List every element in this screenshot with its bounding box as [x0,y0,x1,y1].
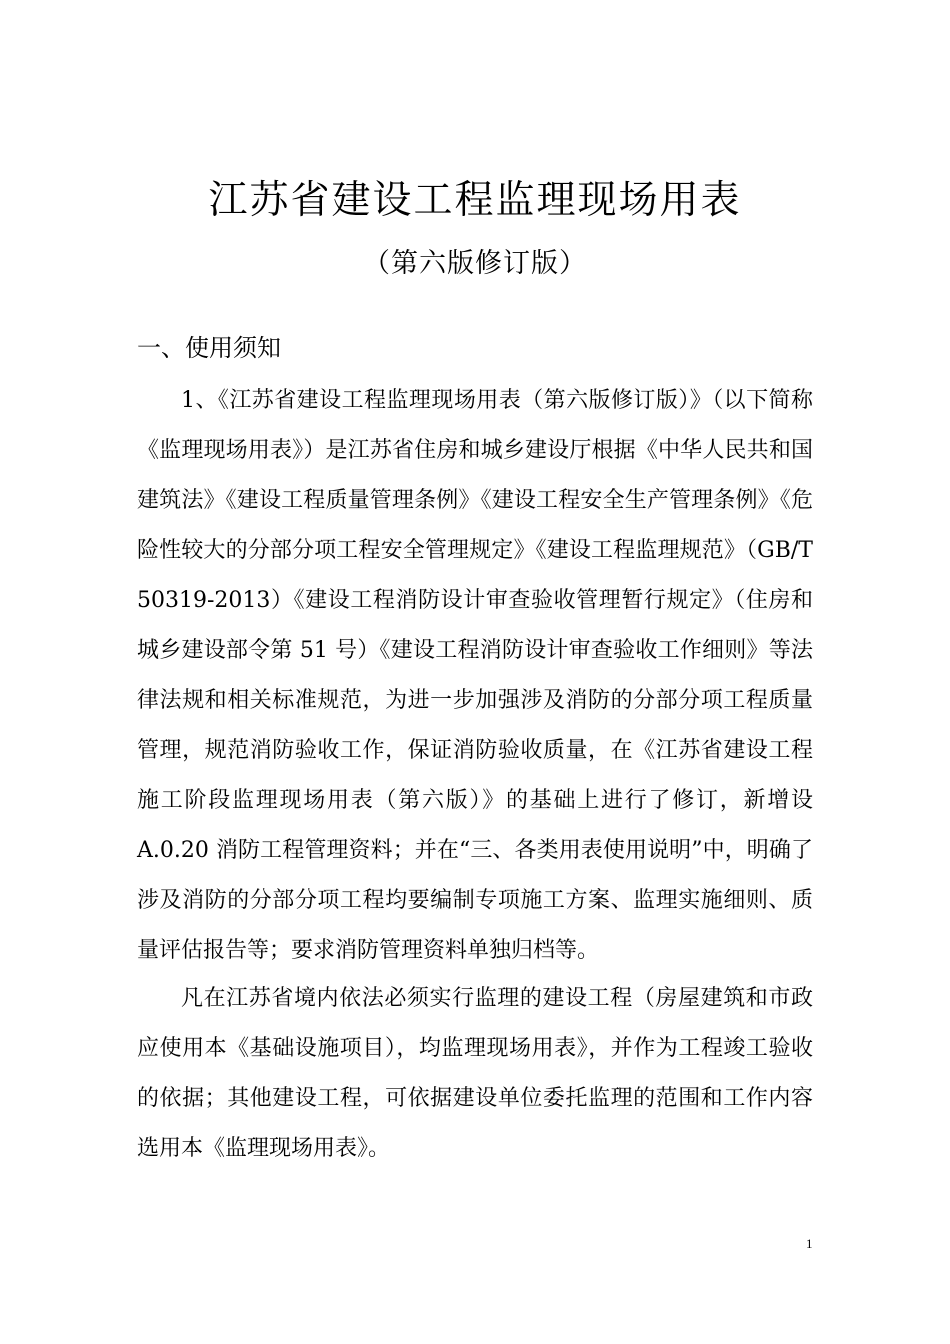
page-number: 1 [806,1236,813,1251]
section-heading: 一、使用须知 [137,334,281,362]
document-subtitle: （第六版修订版） [363,248,587,279]
paragraph-2: 凡在江苏省境内依法必须实行监理的建设工程（房屋建筑和市政应使用本《基础设施项目），均监理现场用表》，并作为工程竣工验收的依据；其他建设工程，可依据建设单位委托监理的范围和工作内容选用本《监理现场用表》。 [137,986,813,1161]
document-title: 江苏省建设工程监理现场用表 [208,178,742,223]
paragraph-1: 1、《江苏省建设工程监理现场用表（第六版修订版）》（以下简称《监理现场用表》）是江苏省住房和城乡建设厅根据《中华人民共和国建筑法》《建设工程质量管理条例》《建设工程安全生产管理条例》《危险性较大的分部分项工程安全管理规定》《建设工程监理规范》（GB/T 50319-2013）《建设工程消防设计审查验收管理暂行规定》（住房和城乡建设部令第 51 号）《建设工程消防设计审查验收工作细则》等法律法规和相关标准规范，为进一步加强涉及消防的分部分项工程质量管理，规范消防验收工作，保证消防验收质量，在《江苏省建设工程施工阶段监理现场用表（第六版）》的基础上进行了修订，新增设 A.0.20 消防工程管理资料；并在“三、各类用表使用说明”中，明确了涉及消防的分部分项工程均要编制专项施工方案、监理实施细则、质量评估报告等；要求消防管理资料单独归档等。 [137,388,813,963]
